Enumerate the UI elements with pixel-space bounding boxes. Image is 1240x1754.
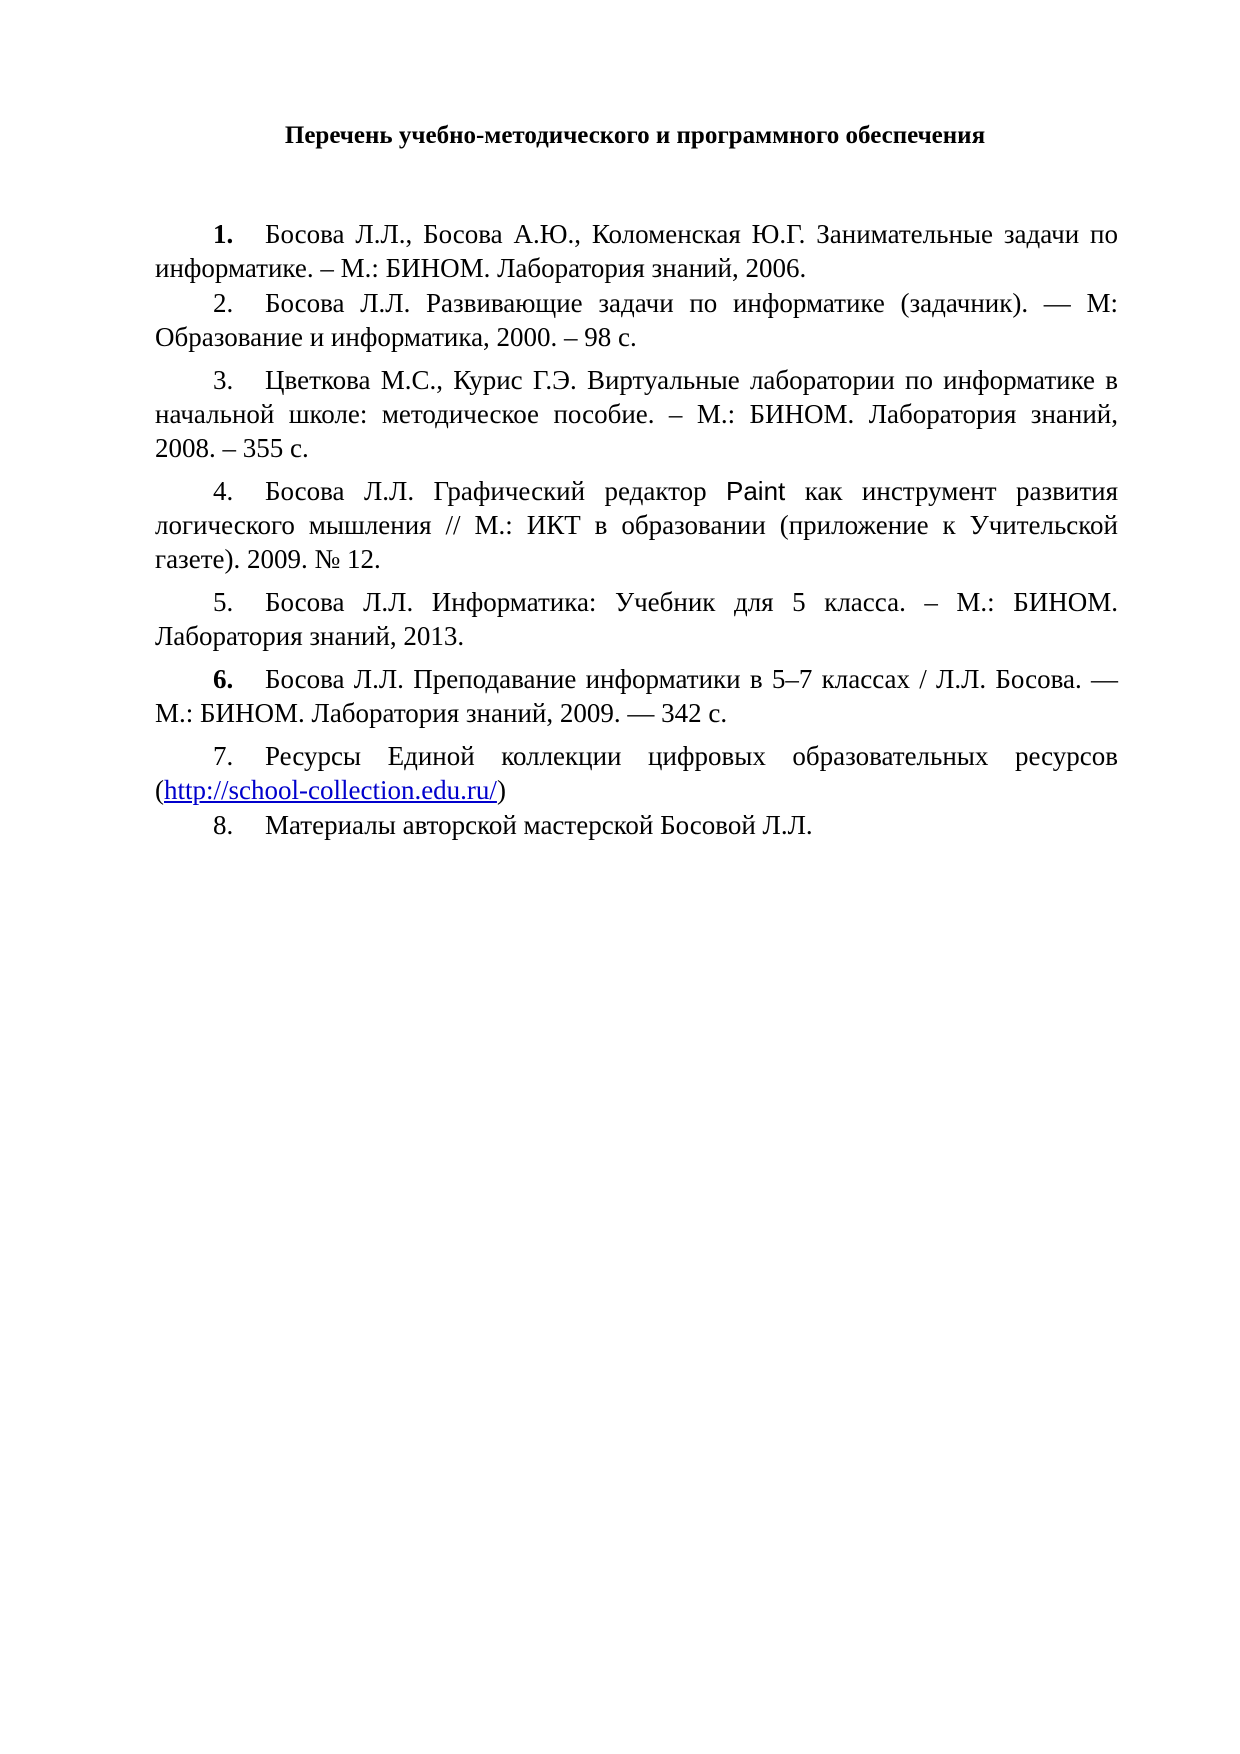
list-item <box>155 474 1118 576</box>
item-text-after: как инструмент развития логического мышления // М.: ИКТ в образовании (приложение к Учительской газете). 2009. № 12. <box>155 476 1118 574</box>
item-number: 6. <box>213 664 234 694</box>
reference-list <box>155 217 1118 843</box>
item-text-before: Ресурсы Единой коллекции цифровых образовательных ресурсов ( <box>155 741 1118 805</box>
item-text: Босова Л.Л. Преподавание информатики в 5–7 классах / Л.Л. Босова. — М.: БИНОМ. Лаборатория знаний, 2009. — 342 с. <box>155 664 1118 728</box>
school-collection-link[interactable]: http://school-collection.edu.ru/ <box>164 775 497 805</box>
item-text: Цветкова М.С., Курис Г.Э. Виртуальные лаборатории по информатике в начальной школе: методическое пособие. – М.: БИНОМ. Лаборатория знаний, 2008. – 355 с. <box>155 365 1118 463</box>
list-item <box>155 662 1118 730</box>
item-number: 8. <box>213 810 234 840</box>
list-item <box>155 808 1118 842</box>
item-text: Босова Л.Л., Босова А.Ю., Коломенская Ю.Г. Занимательные задачи по информатике. – М.: БИНОМ. Лаборатория знаний, 2006. <box>155 219 1118 283</box>
item-text-after: ) <box>496 775 506 805</box>
item-text: Материалы авторской мастерской Босовой Л.Л. <box>265 810 813 840</box>
list-item <box>155 585 1118 653</box>
item-text: Босова Л.Л. Развивающие задачи по информатике (задачник). — М: Образование и информатика, 2000. – 98 с. <box>155 288 1118 352</box>
item-text-paint: Paint <box>726 476 786 506</box>
item-number: 1. <box>213 219 234 249</box>
item-number: 5. <box>213 587 234 617</box>
item-text-before: Босова Л.Л. Графический редактор <box>265 476 726 506</box>
item-number: 2. <box>213 288 234 318</box>
item-number: 4. <box>213 476 234 506</box>
list-item <box>155 363 1118 465</box>
list-item <box>155 286 1118 354</box>
item-text: Босова Л.Л. Информатика: Учебник для 5 класса. – М.: БИНОМ. Лаборатория знаний, 2013. <box>155 587 1118 651</box>
item-number: 3. <box>213 365 234 395</box>
list-item <box>155 739 1118 807</box>
item-number: 7. <box>213 741 234 771</box>
list-item <box>155 217 1118 285</box>
page-title: Перечень учебно-методического и программного обеспечения <box>284 122 986 149</box>
